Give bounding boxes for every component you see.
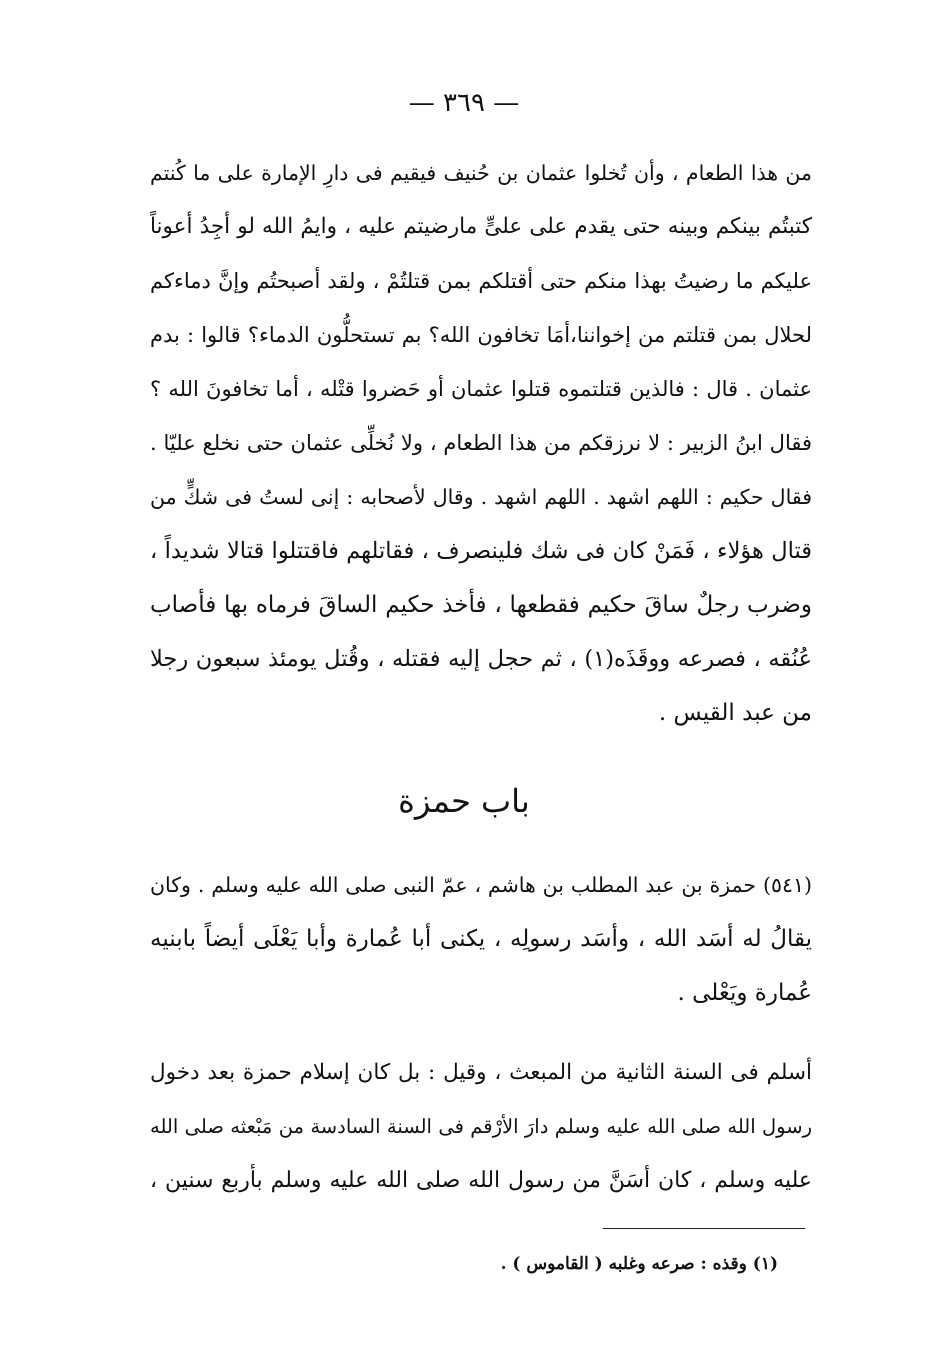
text-line: (٥٤١) حمزة بن عبد المطلب بن هاشم ، عمّ النبى صلى الله عليه وسلم . وكان: [150, 873, 812, 897]
text-line: عليكم ما رضيتُ بهذا منكم حتى أقتلكم بمن قتلتُمْ ، ولقد أصبحتُم وإنَّ دماءكم: [150, 269, 812, 293]
text-line: أسلم فى السنة الثانية من المبعث ، وقيل : بل كان إسلام حمزة بعد دخول: [150, 1060, 812, 1085]
text-line: من عبد القيس .: [658, 700, 812, 726]
paragraph-3: [150, 1046, 812, 1208]
chapter-heading: باب حمزة: [398, 782, 530, 820]
text-line: فقال ابنُ الزبير : لا نرزقكم من هذا الطعام ، ولا نُخلِّى عثمان حتى نخلع عليّا .: [150, 431, 812, 455]
text-line: عُنُقه ، فصرعه ووقَذَه(١) ، ثم حجل إليه فقتله ، وقُتل يومئذ سبعون رجلا: [150, 646, 812, 672]
page-number: — ٣٦٩ —: [408, 88, 520, 118]
paragraph-2: [150, 858, 812, 1020]
text-line: كتبتُم بينكم وبينه حتى يقدم على علىٍّ مارضيتم عليه ، وايمُ الله لو أجِدُ أعوناً: [150, 214, 812, 239]
text-line: عُمارة ويَعْلى .: [677, 980, 812, 1006]
text-line: قتال هؤلاء ، فَمَنْ كان فى شك فلينصرف ، فقاتلهم فاقتتلوا قتالا شديداً ،: [150, 538, 812, 564]
text-line: لحلال بمن قتلتم من إخواننا،أمَا تخافون الله؟ بم تستحلُّون الدماء؟ قالوا : بدم: [150, 323, 812, 347]
text-line: من هذا الطعام ، وأن تُخلوا عثمان بن حُنيف فيقيم فى دارِ الإمارة على ما كُنتم: [150, 161, 812, 185]
paragraph-1: [150, 146, 812, 740]
footnote: (١) وقذه : صرعه وغلبه ( القاموس ) .: [500, 1254, 778, 1274]
text-line: رسول الله صلى الله عليه وسلم دارَ الأرْقم فى السنة السادسة من مَبْعثه صلى الله: [150, 1115, 812, 1138]
text-line: عليه وسلم ، كان أسَنَّ من رسول الله صلى الله عليه وسلم بأربع سنين ،: [150, 1168, 812, 1193]
text-line: عثمان . قال : فالذين قتلتموه قتلوا عثمان أو حَضروا قتْله ، أما تخافونَ الله ؟: [150, 377, 812, 401]
text-line: يقالُ له أسَد الله ، وأسَد رسولِه ، يكنى أبا عُمارة وأبا يَعْلَى أيضاً بابنيه: [150, 926, 812, 952]
text-line: فقال حكيم : اللهم اشهد . اللهم اشهد . وقال لأصحابه : إنى لستُ فى شكٍّ من: [150, 485, 812, 509]
text-line: وضرب رجلٌ ساقَ حكيم فقطعها ، فأخذ حكيم الساقَ فرماه بها فأصاب: [150, 592, 812, 618]
footnote-divider: [603, 1228, 805, 1229]
